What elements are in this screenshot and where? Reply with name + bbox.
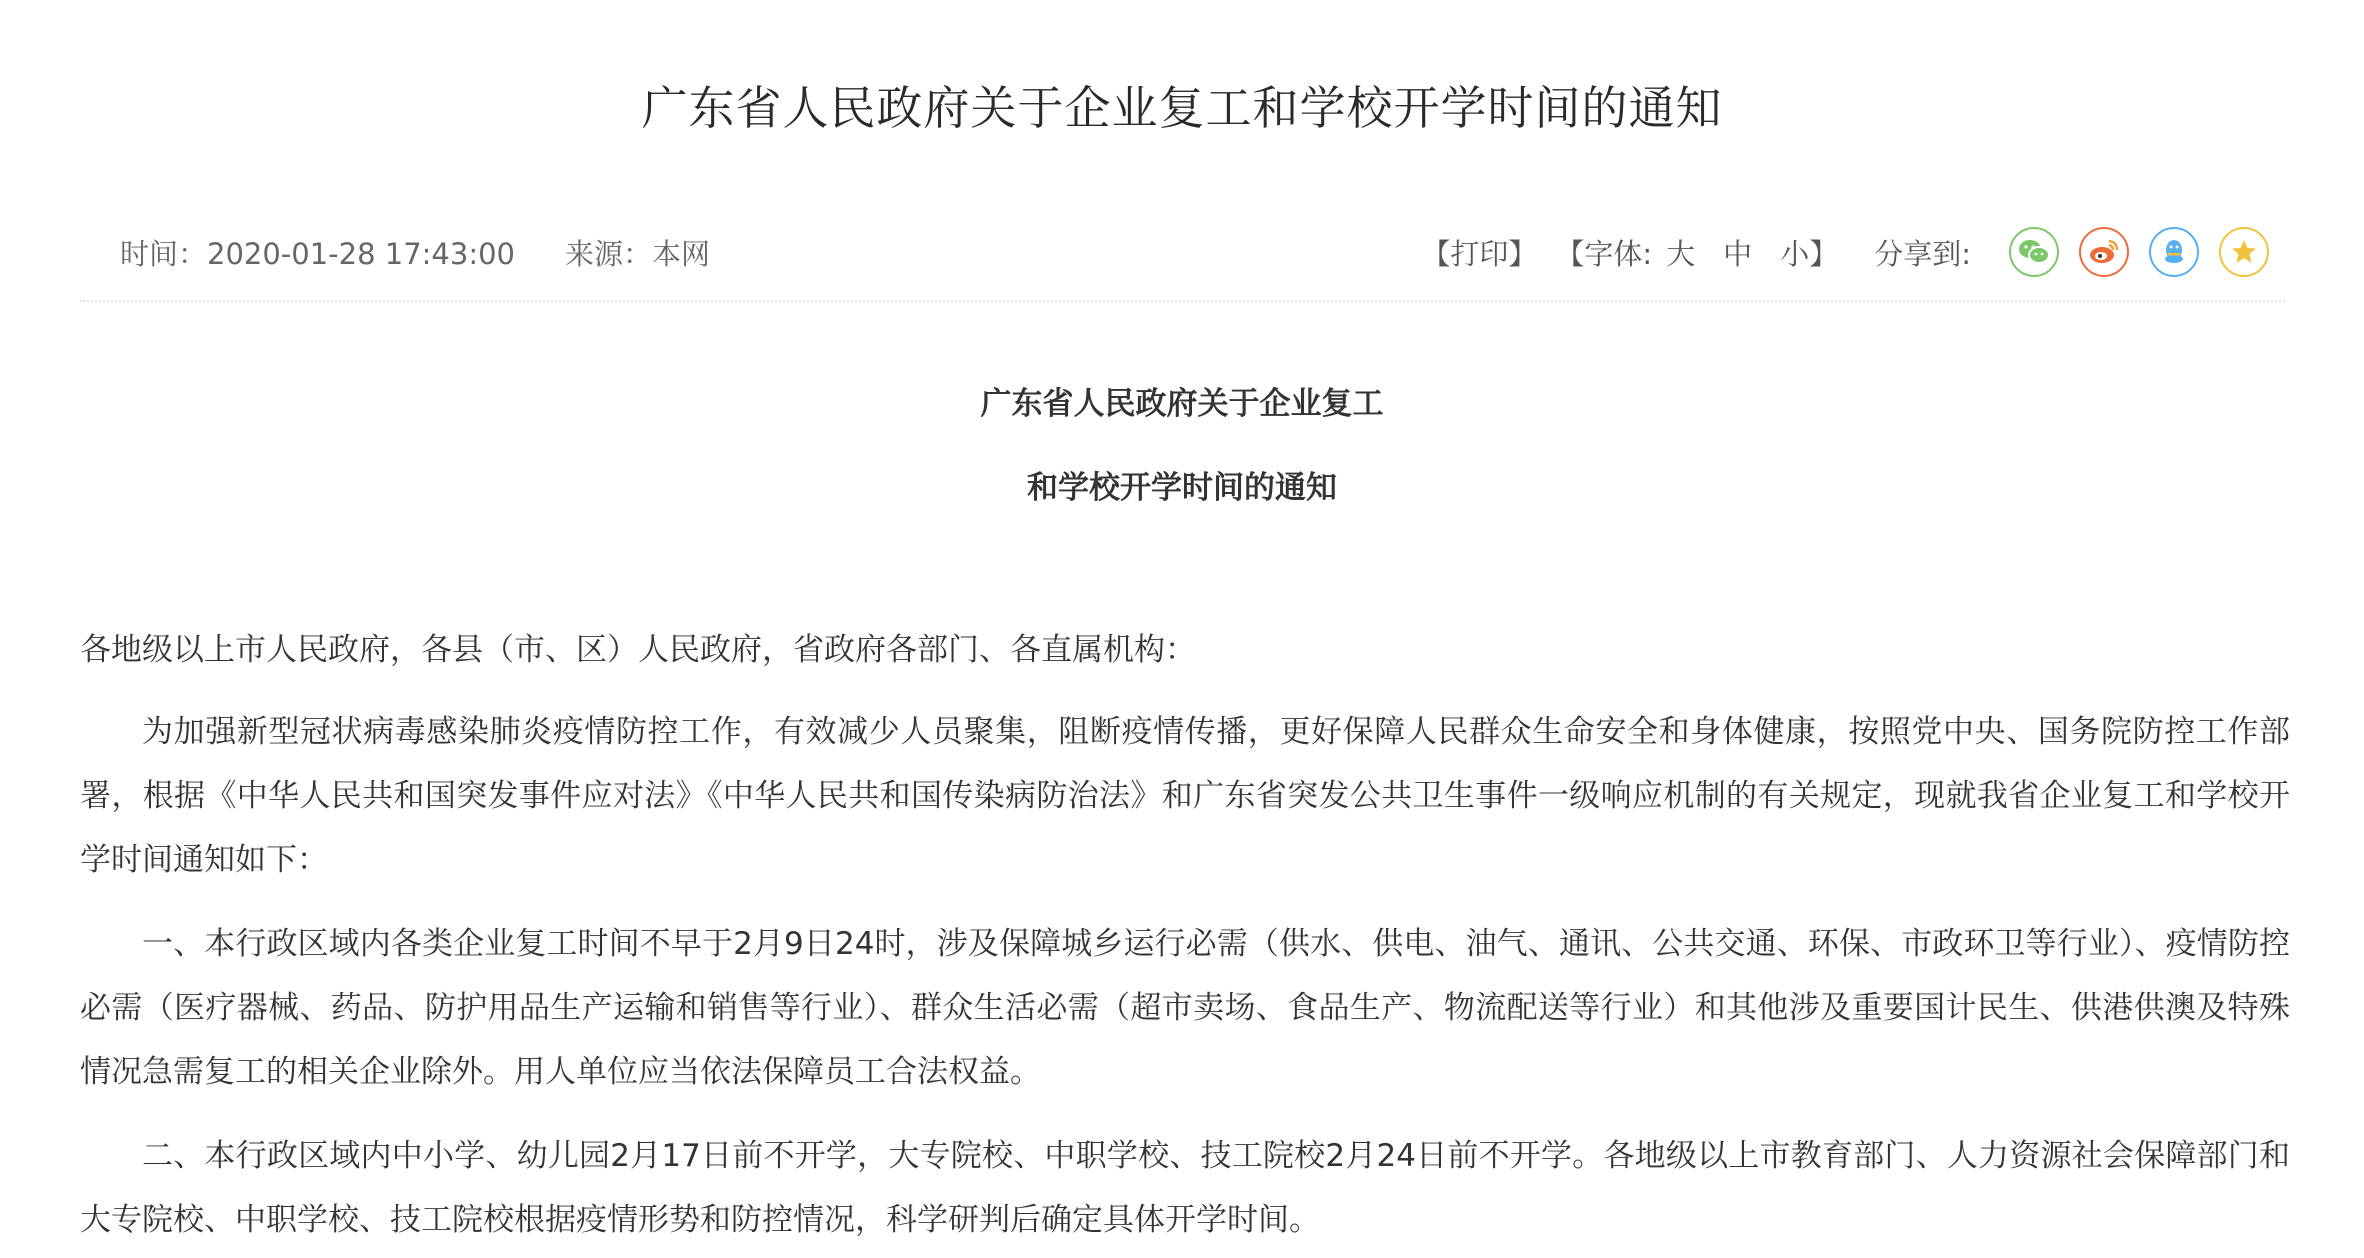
font-medium-button[interactable]: 中	[1723, 236, 1753, 271]
article-meta	[120, 230, 710, 274]
font-large-button[interactable]: 大	[1666, 236, 1696, 271]
article-source: 来源：本网	[565, 236, 711, 271]
font-small-button[interactable]: 小	[1780, 236, 1810, 271]
paragraph-enterprise-resumption: 一、本行政区域内各类企业复工时间不早于2月9日24时，涉及保障城乡运行必需（供水、供电、油气、通讯、公共交通、环保、市政环卫等行业）、疫情防控必需（医疗器械、药品、防护用品生产运输和销售等行业）、群众生活必需（超市卖场、食品生产、物流配送等行业）和其他涉及重要国计民生、供港供澳及特殊情况急需复工的相关企业除外。用人单位应当依法保障员工合法权益。	[80, 926, 2290, 1090]
print-button[interactable]: 【打印】	[1421, 236, 1538, 271]
paragraph-intro: 为加强新型冠状病毒感染肺炎疫情防控工作，有效减少人员聚集，阻断疫情传播，更好保障人民群众生命安全和身体健康，按照党中央、国务院防控工作部署，根据《中华人民共和国突发事件应对法》《中华人民共和国传染病防治法》和广东省突发公共卫生事件一级响应机制的有关规定，现就我省企业复工和学校开学时间通知如下：	[80, 714, 2290, 878]
favorite-star-icon[interactable]	[2219, 227, 2269, 277]
font-size-label: 【字体:	[1555, 236, 1653, 271]
paragraph-school-opening: 二、本行政区域内中小学、幼儿园2月17日前不开学，大专院校、中职学校、技工院校2月24日前不开学。各地级以上市教育部门、人力资源社会保障部门和大专院校、中职学校、技工院校根据疫情形势和防控情况，科学研判后确定具体开学时间。	[80, 1138, 2290, 1238]
salutation: 各地级以上市人民政府，各县（市、区）人民政府，省政府各部门、各直属机构：	[80, 632, 1196, 668]
wechat-icon[interactable]	[2009, 227, 2059, 277]
publish-time: 时间：2020-01-28 17:43:00	[120, 236, 515, 271]
document-heading-line2: 和学校开学时间的通知	[1027, 470, 1337, 506]
article-toolbar	[1421, 222, 2269, 282]
font-size-close: 】	[1809, 236, 1839, 271]
qq-icon[interactable]	[2149, 227, 2199, 277]
share-label: 分享到:	[1874, 236, 1971, 271]
document-heading-line1: 广东省人民政府关于企业复工	[980, 386, 1384, 422]
page-title: 广东省人民政府关于企业复工和学校开学时间的通知	[641, 81, 1723, 135]
header-divider	[80, 300, 2285, 302]
weibo-icon[interactable]	[2079, 227, 2129, 277]
